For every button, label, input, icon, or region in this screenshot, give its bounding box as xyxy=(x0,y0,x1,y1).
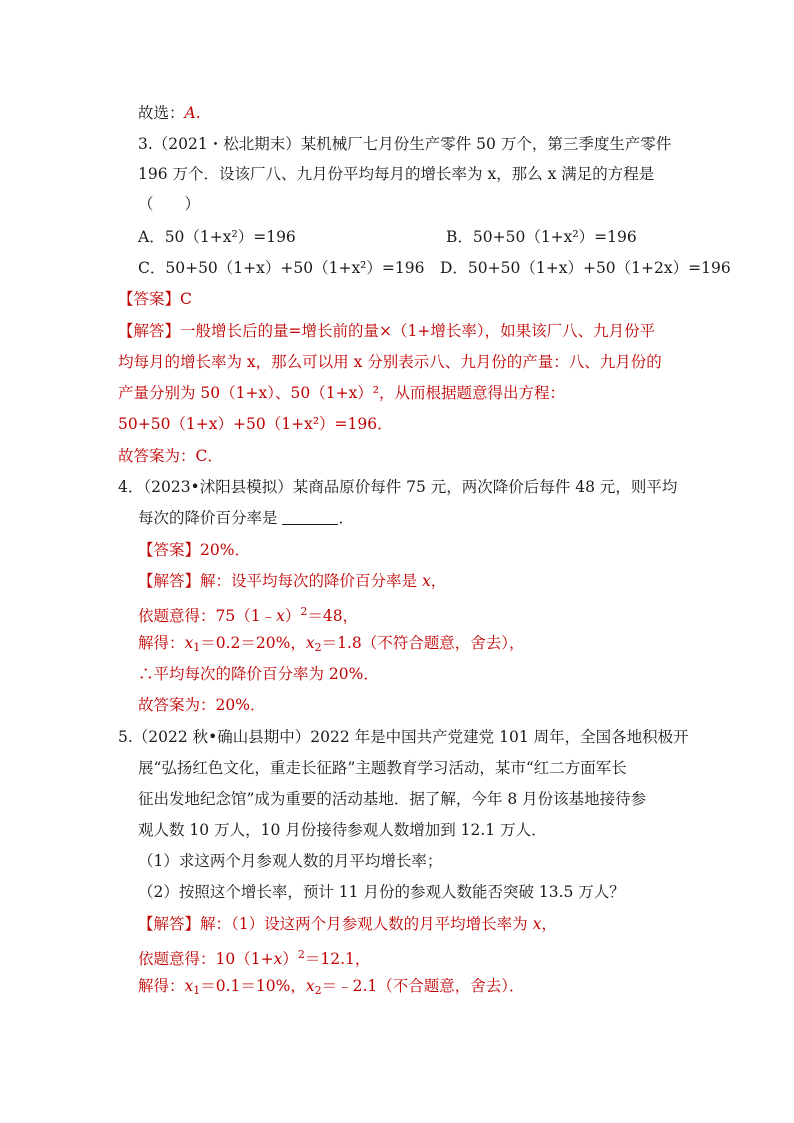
q3-solution-line-4: 50+50（1+x）+50（1+x²）=196． xyxy=(118,415,393,433)
q4-stem-line-2 xyxy=(138,507,354,529)
q5-part-1: （1）求这两个月参观人数的月平均增长率； xyxy=(138,852,443,870)
q5-sol2-a: 依题意得：10（1+ xyxy=(138,950,274,968)
q5-solution-tag: 【解答】 xyxy=(138,915,201,933)
q4-stem-end: ． xyxy=(338,509,354,527)
q4-solution-tag: 【解答】 xyxy=(138,572,201,590)
q4-sol3-c: ＝1.8（不符合题意，舍去）， xyxy=(321,634,525,652)
q4-solution-line-3 xyxy=(138,632,525,659)
q5-solution-line-3 xyxy=(138,975,525,1002)
comma: ， xyxy=(541,915,557,933)
var-x: x xyxy=(532,915,542,933)
q4-stem-text: 每次的降价百分率是 xyxy=(138,509,278,527)
q3-stem-line-3: （ ） xyxy=(138,195,201,213)
q4-solution-line-4: ∴平均每次的降价百分率为 20%． xyxy=(138,665,379,683)
var-x1: x xyxy=(184,977,194,995)
q4-answer-value: 20%． xyxy=(200,541,250,559)
var-x2: x xyxy=(305,634,315,652)
q4-sol2-c: ＝48， xyxy=(307,607,359,625)
q4-solution-line-5 xyxy=(138,694,265,716)
q4-solution-line-2 xyxy=(138,601,358,627)
var-x2: x xyxy=(305,977,315,995)
subscript-2: 2 xyxy=(314,984,322,997)
q3-solution-line-1 xyxy=(118,320,655,342)
q4-answer-tag: 【答案】 xyxy=(138,541,201,559)
q5-sol3-c: ＝﹣2.1（不合题意，舍去）． xyxy=(321,977,525,995)
q5-sol2-b: ） xyxy=(282,950,298,968)
q5-solution-text-1: 解：（1）设这两个月参观人数的月平均增长率为 xyxy=(200,915,533,933)
var-x1: x xyxy=(184,634,194,652)
q3-option-d: D．50+50（1+x）+50（1+2x）=196 xyxy=(440,259,731,277)
q3-solution-text-1: 一般增长后的量=增长前的量×（1+增长率），如果该厂八、九月份平 xyxy=(180,322,656,340)
q4-sol5-b: 20%． xyxy=(215,696,266,714)
q4-solution-line-1 xyxy=(138,570,446,592)
subscript-1: 1 xyxy=(193,984,201,997)
q5-stem-line-1: 5.（2022 秋•确山县期中）2022 年是中国共产党建党 101 周年，全国各地积极开 xyxy=(118,728,689,746)
q5-stem-line-3: 征出发地纪念馆”成为重要的活动基地．据了解，今年 8 月份该基地接待参 xyxy=(138,790,647,808)
q5-solution-line-1 xyxy=(138,913,557,935)
comma: ， xyxy=(430,572,447,590)
answer-blank xyxy=(282,508,338,525)
exponent: 2 xyxy=(297,948,305,961)
q3-solution-line-5: 故答案为：C． xyxy=(118,447,223,465)
q3-stem-line-2: 196 万个．设该厂八、九月份平均每月的增长率为 x，那么 x 满足的方程是 xyxy=(138,165,655,183)
q3-solution-tag: 【解答】 xyxy=(118,322,181,340)
q4-sol3-a: 解得： xyxy=(138,634,185,652)
q5-solution-line-2 xyxy=(138,944,370,970)
q3-solution-line-3: 产量分别为 50（1+x）、50（1+x）²，从而根据题意得出方程： xyxy=(118,384,566,402)
q4-answer-line xyxy=(138,539,250,561)
q3-option-a: A．50（1+x²）=196 xyxy=(138,228,296,246)
intro-prefix: 故选： xyxy=(138,104,185,122)
q4-sol2-b: ） xyxy=(284,607,301,625)
q5-part-2: （2）按照这个增长率，预计 11 月份的参观人数能否突破 13.5 万人？ xyxy=(138,883,625,901)
q3-answer-value: C xyxy=(180,290,192,308)
intro-line xyxy=(138,102,201,124)
q4-sol5-a: 故答案为： xyxy=(138,696,216,714)
q3-answer-tag: 【答案】 xyxy=(118,290,181,308)
q4-stem-line-1: 4．（2023•沭阳县模拟）某商品原价每件 75 元，两次降价后每件 48 元，则平均 xyxy=(118,478,678,496)
q5-stem-line-2: 展“弘扬红色文化，重走长征路”主题教育学习活动，某市“红二方面军长 xyxy=(138,759,627,777)
q4-sol3-b: ＝0.2＝20%， xyxy=(200,634,306,652)
q3-solution-line-2: 均每月的增长率为 x，那么可以用 x 分别表示八、九月份的产量：八、九月份的 xyxy=(118,353,662,371)
q5-sol3-a: 解得： xyxy=(138,977,185,995)
q3-option-c: C．50+50（1+x）+50（1+x²）=196 xyxy=(138,259,425,277)
intro-choice: A. xyxy=(184,104,201,122)
var-x: x xyxy=(421,572,431,590)
q3-answer-line xyxy=(118,288,192,310)
q5-sol2-c: ＝12.1， xyxy=(304,950,371,968)
q5-sol3-b: ＝0.1＝10%， xyxy=(200,977,306,995)
q3-stem-line-1: 3.（2021・松北期末）某机械厂七月份生产零件 50 万个，第三季度生产零件 xyxy=(138,135,672,153)
exponent: 2 xyxy=(300,605,308,618)
q4-solution-text-1: 解：设平均每次的降价百分率是 xyxy=(200,572,422,590)
var-x: x xyxy=(273,950,283,968)
q4-sol2-a: 依题意得：75（1﹣ xyxy=(138,607,277,625)
q3-option-b: B．50+50（1+x²）=196 xyxy=(446,228,637,246)
q5-stem-line-4: 观人数 10 万人，10 月份接待参观人数增加到 12.1 万人． xyxy=(138,821,547,839)
subscript-2: 2 xyxy=(314,641,322,654)
subscript-1: 1 xyxy=(193,641,201,654)
var-x: x xyxy=(276,607,285,625)
